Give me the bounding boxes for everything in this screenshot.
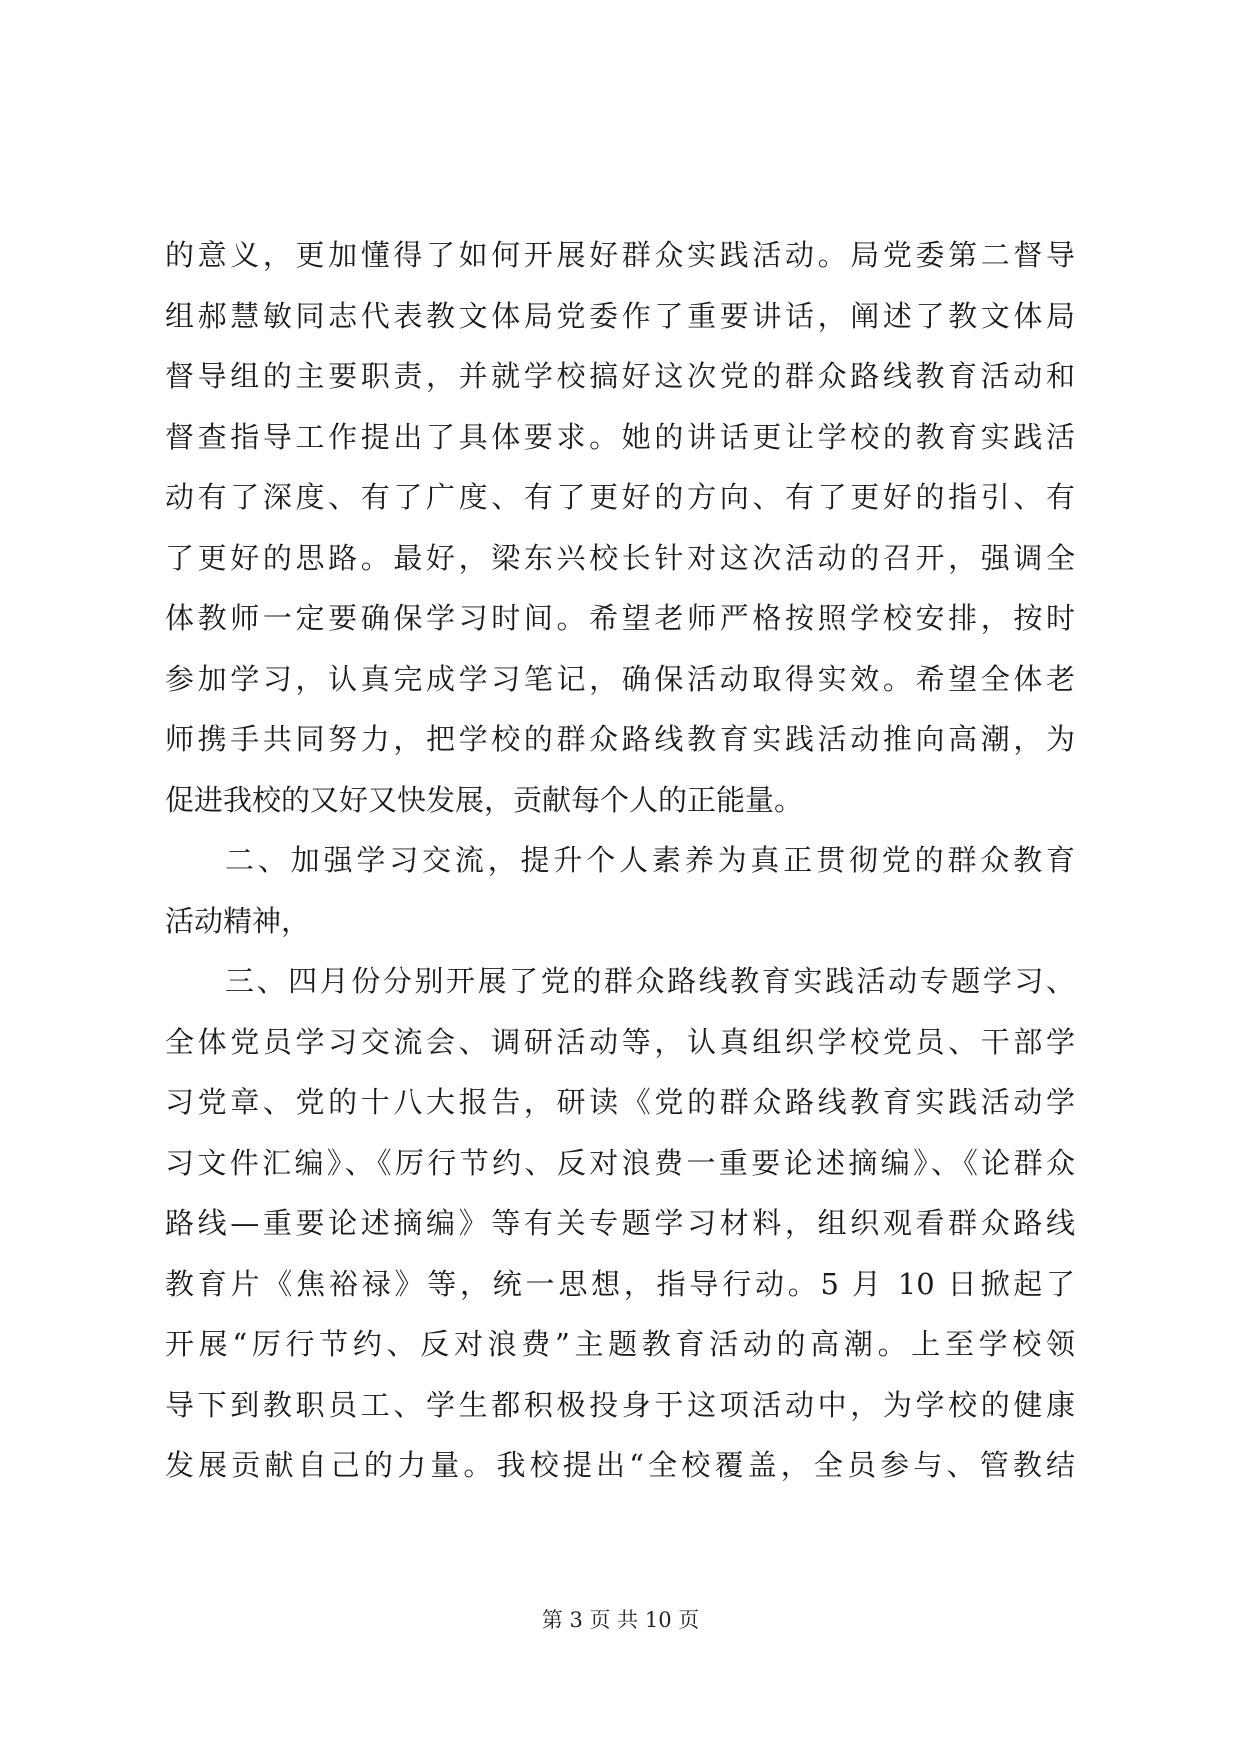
text-line: 全体党员学习交流会、调研活动等，认真组织学校党员、干部学 [165, 1024, 1075, 1059]
text-line: 二、加强学习交流，提升个人素养为真正贯彻党的群众教育 [225, 843, 1075, 877]
text-line: 督查指导工作提出了具体要求。她的讲话更让学校的教育实践活 [165, 419, 1075, 454]
text-line: 活动精神， [165, 903, 311, 938]
text-line: 动有了深度、有了广度、有了更好的方向、有了更好的指引、有 [165, 480, 1075, 514]
text-line: 路线—重要论述摘编》等有关专题学习材料，组织观看群众路线 [165, 1206, 1075, 1240]
text-line: 习党章、党的十八大报告，研读《党的群众路线教育实践活动学 [165, 1085, 1075, 1119]
text-line: 参加学习，认真完成学习笔记，确保活动取得实效。希望全体老 [165, 661, 1075, 696]
text-line: 习文件汇编》、《厉行节约、反对浪费一重要论述摘编》、《论群众 [165, 1145, 1075, 1180]
text-line: 体教师一定要确保学习时间。希望老师严格按照学校安排，按时 [165, 601, 1075, 635]
text-line: 教育片《焦裕禄》等，统一思想，指导行动。5 月 10 日掀起了 [165, 1266, 1075, 1301]
text-line: 了更好的思路。最好，梁东兴校长针对这次活动的召开，强调全 [165, 540, 1075, 575]
text-line: 开展“厉行节约、反对浪费”主题教育活动的高潮。上至学校领 [165, 1327, 1075, 1361]
text-line: 促进我校的又好又快发展，贡献每个人的正能量。 [165, 782, 804, 817]
text-line: 师携手共同努力，把学校的群众路线教育实践活动推向高潮，为 [165, 722, 1075, 756]
page-footer: 第 3 页 共 10 页 [541, 1608, 700, 1632]
text-line: 督导组的主要职责，并就学校搞好这次党的群众路线教育活动和 [165, 359, 1075, 393]
document-body [165, 225, 1075, 1496]
text-line: 三、四月份分别开展了党的群众路线教育实践活动专题学习、 [225, 964, 1075, 998]
text-line: 组郝慧敏同志代表教文体局党委作了重要讲话，阐述了教文体局 [165, 298, 1075, 333]
text-line: 发展贡献自己的力量。我校提出“全校覆盖，全员参与、管教结 [165, 1448, 1075, 1482]
text-line: 的意义，更加懂得了如何开展好群众实践活动。局党委第二督导 [165, 238, 1075, 272]
text-line: 导下到教职员工、学生都积极投身于这项活动中，为学校的健康 [165, 1387, 1075, 1422]
